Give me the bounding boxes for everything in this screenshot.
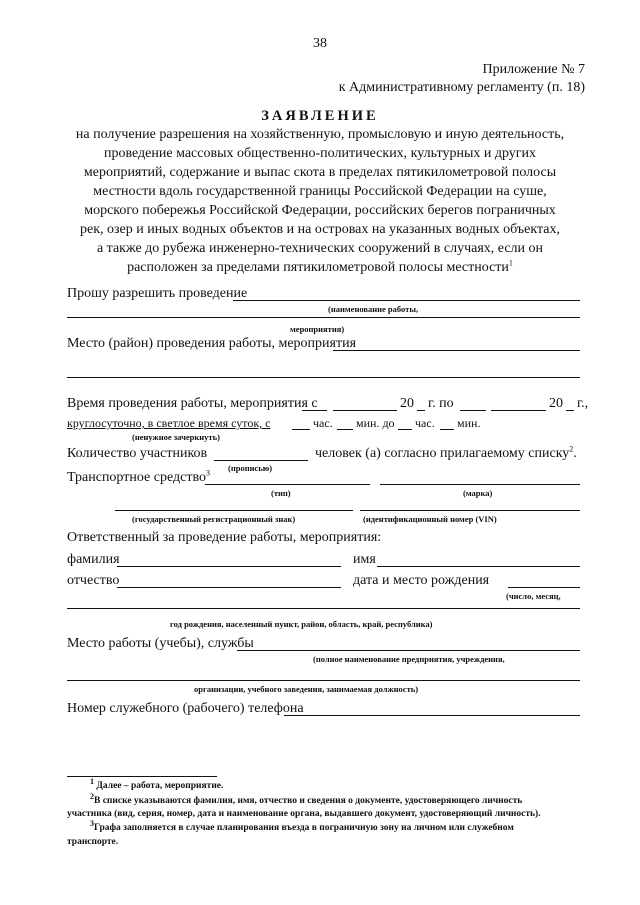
intro-line: местности вдоль государственной границы Российской Федерации на суше, — [93, 184, 547, 199]
surname-field[interactable] — [117, 566, 341, 567]
start-day-field[interactable] — [302, 410, 327, 411]
intro-line: а также до рубежа инженерно-технических сооружений в случаях, если он — [96, 241, 544, 256]
to-label: г. по — [428, 396, 454, 411]
hint-birth-rest: год рождения, населенный пункт, район, область, край, республика) — [170, 619, 433, 629]
hint-type: (тип) — [271, 488, 291, 498]
responsible-label: Ответственный за проведение работы, мероприятия: — [67, 530, 382, 545]
hint-work: (наименование работы, — [328, 304, 419, 314]
vehicle-type-field[interactable] — [205, 484, 370, 485]
footnote-3-cont: транспорте. — [67, 837, 119, 847]
intro-line: морского побережья Российской Федерации, российских берегов пограничных — [84, 203, 556, 218]
hint-event: мероприятия) — [290, 324, 345, 334]
footnote-ref: 2 — [569, 444, 574, 454]
appendix-regulation: к Административному регламенту (п. 18) — [338, 80, 585, 95]
name-label: имя — [353, 552, 376, 567]
phone-field[interactable] — [284, 715, 580, 716]
intro-line: проведение массовых общественно-политических, культурных и других — [103, 146, 537, 161]
to-minute-field[interactable] — [440, 429, 454, 430]
hint-regnum: (государственный регистрационный знак) — [132, 514, 296, 524]
start-month-field[interactable] — [333, 410, 397, 411]
minutes-label: мин. — [457, 416, 481, 430]
work-place-field[interactable] — [237, 650, 580, 651]
intro-line: мероприятий, содержание и выпас скота в пределах пятикилометровой полосы — [83, 165, 557, 180]
footnote-3: $^3$Графа заполняется в случае планирования въезда в пограничную зону на личном или служебном — [90, 818, 514, 833]
start-year-field[interactable] — [417, 410, 425, 411]
participants-rest: человек (а) согласно прилагаемому списку$^2$. — [315, 444, 577, 461]
hours-label: час. — [415, 416, 435, 430]
participants-label: Количество участников — [67, 446, 208, 461]
end-year-field[interactable] — [566, 410, 574, 411]
place-field-cont[interactable] — [67, 377, 580, 378]
surname-label: фамилия — [67, 552, 120, 567]
hours-label: час. — [313, 416, 333, 430]
hint-org1: (полное наименование предприятия, учреждения, — [313, 654, 505, 664]
participants-count-field[interactable] — [214, 460, 308, 461]
time-label: Время проведения работы, мероприятия с — [67, 396, 318, 411]
end-day-field[interactable] — [460, 410, 486, 411]
hint-brand: (марка) — [463, 488, 493, 498]
place-label: Место (район) проведения работы, мероприятия — [67, 336, 357, 351]
birth-field-cont[interactable] — [67, 608, 580, 609]
hint-strike: (ненужное зачеркнуть) — [132, 432, 220, 442]
hint-org2: организации, учебного заведения, занимаемая должность) — [194, 684, 419, 694]
vehicle-brand-field[interactable] — [380, 484, 580, 485]
from-hour-field[interactable] — [292, 429, 310, 430]
intro-line: на получение разрешения на хозяйственную, промысловую и иную деятельность, — [75, 127, 565, 142]
to-hour-field[interactable] — [398, 429, 412, 430]
patronymic-label: отчество — [67, 573, 120, 588]
vehicle-vin-field[interactable] — [360, 510, 580, 511]
hint-daymonth: (число, месяц, — [506, 591, 561, 601]
name-field[interactable] — [377, 566, 580, 567]
patronymic-field[interactable] — [117, 587, 341, 588]
minutes-to-label: мин. до — [356, 416, 395, 430]
work-name-field-cont[interactable] — [67, 317, 580, 318]
time-mode-label[interactable]: круглосуточно, в светлое время суток, с — [67, 416, 271, 430]
end-month-field[interactable] — [491, 410, 546, 411]
birth-field[interactable] — [508, 587, 580, 588]
footnote-1: $^1$ Далее – работа, мероприятие. — [90, 776, 224, 791]
footnote-2: $^2$В списке указываются фамилия, имя, отчество и сведения о документе, удостоверяющего личность — [90, 791, 523, 806]
hint-vin: (идентификационный номер (VIN) — [363, 514, 497, 524]
transport-label: Транспортное средство$^3$ — [67, 468, 210, 485]
request-label: Прошу разрешить проведение — [67, 286, 248, 301]
footnote-ref: 1 — [508, 258, 513, 268]
hint-words: (прописью) — [228, 463, 273, 473]
year-suffix: г., — [577, 396, 589, 411]
phone-label: Номер служебного (рабочего) телефона — [67, 701, 304, 716]
work-place-field-cont[interactable] — [67, 680, 580, 681]
vehicle-regnum-field[interactable] — [115, 510, 353, 511]
year-prefix: 20 — [549, 396, 563, 411]
page-number: 38 — [313, 36, 327, 51]
footnote-ref: 3 — [205, 468, 210, 478]
work-name-field[interactable] — [233, 300, 580, 301]
intro-line: расположен за пределами пятикилометровой полосы местности$^1$ — [127, 258, 513, 275]
from-minute-field[interactable] — [337, 429, 353, 430]
footnote-2-cont: участника (вид, серия, номер, дата и наименование органа, выдавшего документ, удостоверяющий личность). — [67, 809, 541, 819]
work-label: Место работы (учебы), службы — [67, 636, 254, 651]
birth-label: дата и место рождения — [353, 573, 490, 588]
year-prefix: 20 — [400, 396, 414, 411]
intro-line: рек, озер и иных водных объектов и на островах на указанных водных объектах, — [80, 222, 560, 237]
appendix-number: Приложение № 7 — [482, 62, 585, 77]
place-field[interactable] — [333, 350, 580, 351]
document-title: ЗАЯВЛЕНИЕ — [261, 108, 379, 124]
